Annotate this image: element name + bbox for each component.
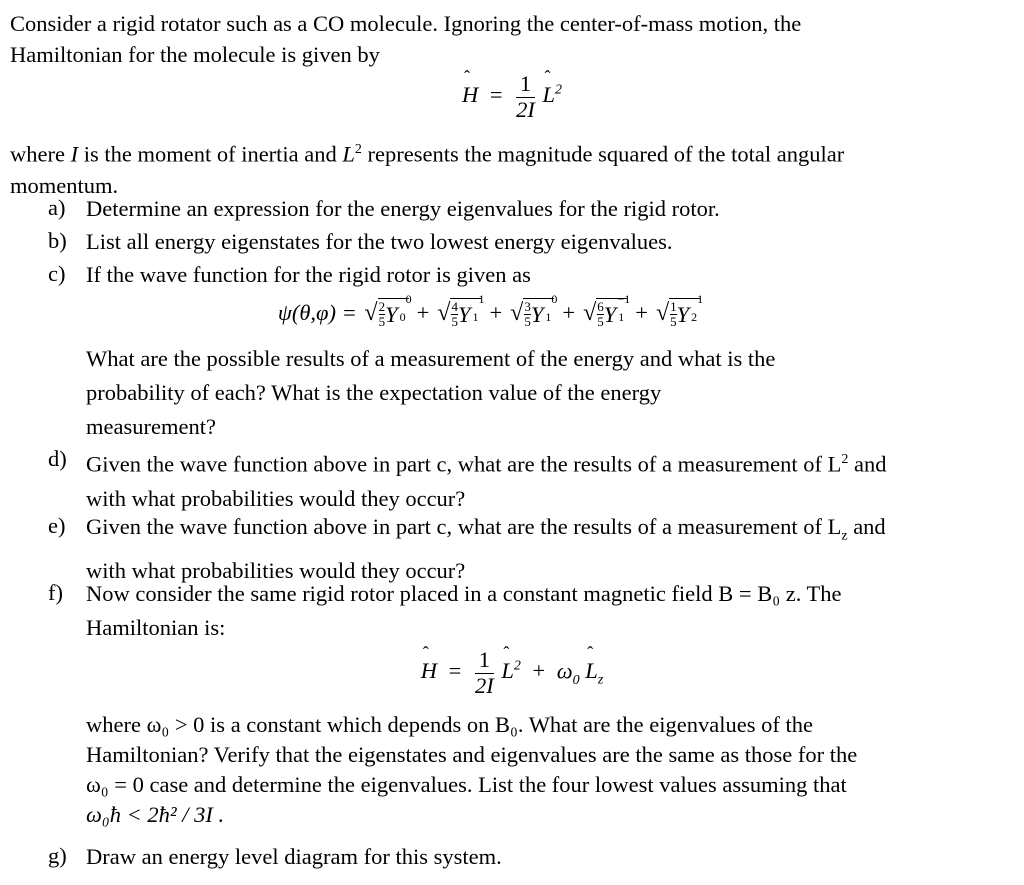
psi-term	[510, 291, 558, 331]
part-c-followup-text	[86, 342, 998, 444]
harmonic-m: 0	[551, 291, 558, 306]
harmonic-m: 1	[478, 291, 485, 306]
part-e-text	[86, 510, 998, 588]
spherical-harmonic: Y 0 0	[385, 291, 412, 327]
fraction-numerator: 1	[516, 72, 535, 98]
part-b	[48, 225, 998, 259]
coefficient-denominator: 5	[451, 313, 458, 329]
magnetic-hamiltonian-equation	[0, 648, 1024, 699]
plus-sign: +	[489, 300, 503, 325]
coefficient-numerator: 6	[597, 299, 604, 315]
harmonic-l: 2	[691, 309, 698, 324]
harmonic-m: −1	[617, 291, 631, 306]
h-hat-2: ˆ H	[421, 655, 437, 687]
wavefunction-equation	[0, 291, 1002, 331]
part-a-text: Determine an expression for the energy eigenvalues for the rigid rotor.	[86, 196, 720, 221]
c-followup-line-3: measurement?	[86, 414, 216, 439]
c-followup-line-2: probability of each? What is the expectation value of the energy	[86, 380, 662, 405]
spherical-harmonic: Y 1 1	[457, 291, 485, 327]
coefficient-numerator: 4	[451, 299, 458, 315]
intro-continued	[10, 134, 1010, 201]
coefficient-denominator: 5	[378, 313, 386, 329]
part-b-text: List all energy eigenstates for the two lowest energy eigenvalues.	[86, 229, 673, 254]
part-f-text	[86, 577, 998, 645]
harmonic-l: 1	[618, 309, 625, 324]
coefficient-numerator: 1	[670, 299, 677, 315]
part-f-followup	[48, 710, 998, 830]
fraction-denominator: 2I	[516, 96, 535, 122]
sqrt-radicand	[523, 291, 558, 331]
l-squared: 2	[555, 82, 563, 98]
fraction-numerator-2: 1	[475, 648, 494, 674]
l-squared-inline: 2	[354, 142, 362, 157]
harmonic-m: 0	[405, 291, 412, 306]
psi-term	[437, 291, 485, 331]
coefficient-denominator: 5	[597, 313, 604, 329]
lz-hat	[585, 655, 603, 690]
fraction-denominator-2: 2I	[474, 672, 494, 698]
psi-term	[364, 291, 412, 331]
psi-term	[655, 291, 704, 331]
plus-sign: +	[532, 658, 546, 684]
psi-terms	[362, 291, 704, 329]
part-f-followup-text	[86, 710, 998, 830]
sqrt-icon: √	[437, 300, 451, 326]
part-e-line-1-end: and	[847, 514, 886, 539]
intro-line-1: Consider a rigid rotator such as a CO molecule. Ignoring the center-of-mass motion, the	[10, 11, 802, 36]
lz-subscript: z	[597, 672, 604, 688]
plus-sign: +	[416, 300, 430, 325]
part-g	[48, 840, 998, 874]
sqrt-icon: √	[655, 300, 670, 326]
part-f-line-2: Hamiltonian is:	[86, 615, 226, 640]
intro-paragraph	[10, 8, 1010, 70]
equals-sign: =	[489, 82, 503, 108]
text-represents: represents the magnitude squared of the total angular	[361, 141, 845, 167]
part-d-sup: 2	[841, 452, 849, 467]
part-e-line-2: with what probabilities would they occur?	[86, 557, 466, 583]
part-d-line-1-text: Given the wave function above in part c, what are the results of a measurement of L	[86, 451, 842, 477]
harmonic-l: 0	[399, 309, 406, 324]
lz-symbol: L	[585, 658, 598, 684]
part-c-text: If the wave function for the rigid rotor is given as	[86, 262, 531, 287]
coefficient-numerator: 2	[378, 299, 386, 315]
l-hat-2	[501, 655, 521, 687]
f-followup-line-3: ω₀ = 0 case and determine the eigenvalues. List the four lowest values assuming that	[86, 772, 847, 797]
text-moment: is the moment of inertia and	[78, 141, 343, 167]
one-over-2i	[516, 72, 535, 123]
f-followup-line-1: where ω₀ > 0 is a constant which depends on B₀. What are the eigenvalues of the	[86, 712, 813, 737]
sqrt-icon: √	[364, 300, 378, 326]
part-d-label: d)	[48, 446, 67, 471]
sqrt-icon: √	[583, 300, 597, 326]
harmonic-l: 1	[472, 309, 479, 324]
part-e	[48, 510, 998, 588]
one-over-2i-2	[475, 648, 494, 699]
coefficient-denominator: 5	[524, 313, 531, 329]
l-symbol: L	[542, 82, 556, 108]
part-e-line-1	[86, 510, 998, 554]
intro-line-2: Hamiltonian for the molecule is given by	[10, 42, 380, 67]
coefficient-numerator: 3	[524, 299, 531, 315]
harmonic-l: 1	[545, 309, 552, 324]
l-squared-2: 2	[513, 658, 521, 674]
psi-term	[583, 291, 631, 331]
coefficient-denominator: 5	[670, 313, 677, 329]
part-d-line-1	[86, 443, 998, 482]
harmonic-m: 1	[697, 291, 704, 306]
part-d-line-1-end: and	[848, 451, 887, 477]
l-symbol-inline: L	[342, 141, 355, 167]
part-c-followup	[48, 342, 998, 444]
f-followup-line-2: Hamiltonian? Verify that the eigenstates and eigenvalues are the same as those for the	[86, 742, 858, 767]
l-hat	[543, 79, 563, 111]
part-a-label: a)	[48, 195, 66, 220]
intro-line-3	[10, 134, 1010, 170]
sqrt-icon: √	[510, 300, 524, 326]
moment-of-inertia-symbol: I	[70, 141, 79, 167]
part-f-line-1: Now consider the same rigid rotor placed in a constant magnetic field B = B₀ z. The	[86, 581, 842, 606]
omega-symbol: ω	[556, 658, 573, 684]
l-symbol-2: L	[501, 658, 514, 684]
part-f	[48, 577, 998, 645]
part-a	[48, 192, 998, 226]
spherical-harmonic: Y −1 1	[603, 291, 631, 327]
sqrt-radicand	[669, 291, 704, 331]
psi-lhs: ψ(θ,φ) =	[277, 300, 357, 325]
part-d-line-2: with what probabilities would they occur?	[86, 485, 466, 511]
h-hat: ˆ H	[462, 79, 478, 111]
part-g-text: Draw an energy level diagram for this system.	[86, 844, 502, 869]
spherical-harmonic: Y 0 1	[530, 291, 558, 327]
plus-sign: +	[635, 300, 648, 325]
equals-sign-2: =	[448, 658, 462, 684]
spherical-harmonic: Y 1 2	[676, 291, 704, 327]
intro-line-4: momentum.	[10, 172, 119, 198]
part-c	[48, 258, 998, 292]
text-where: where	[10, 141, 71, 167]
part-e-line-1-text: Given the wave function above in part c, what are the results of a measurement of L	[86, 514, 842, 539]
sqrt-radicand	[378, 291, 412, 331]
part-d	[48, 443, 998, 516]
part-e-label: e)	[48, 513, 66, 538]
sqrt-radicand	[450, 291, 485, 331]
sqrt-radicand	[596, 291, 631, 331]
part-e-sub: z	[841, 528, 848, 544]
omega-subscript: 0	[572, 672, 580, 688]
hamiltonian-equation	[0, 72, 1024, 123]
plus-sign: +	[562, 300, 576, 325]
part-c-label: c)	[48, 261, 66, 286]
part-g-label: g)	[48, 843, 67, 868]
c-followup-line-1: What are the possible results of a measurement of the energy and what is the	[86, 346, 776, 371]
f-followup-line-4: ω₀ħ < 2ħ² / 3I .	[86, 802, 225, 827]
part-b-label: b)	[48, 228, 67, 253]
part-d-text	[86, 443, 998, 516]
part-f-label: f)	[48, 580, 63, 605]
